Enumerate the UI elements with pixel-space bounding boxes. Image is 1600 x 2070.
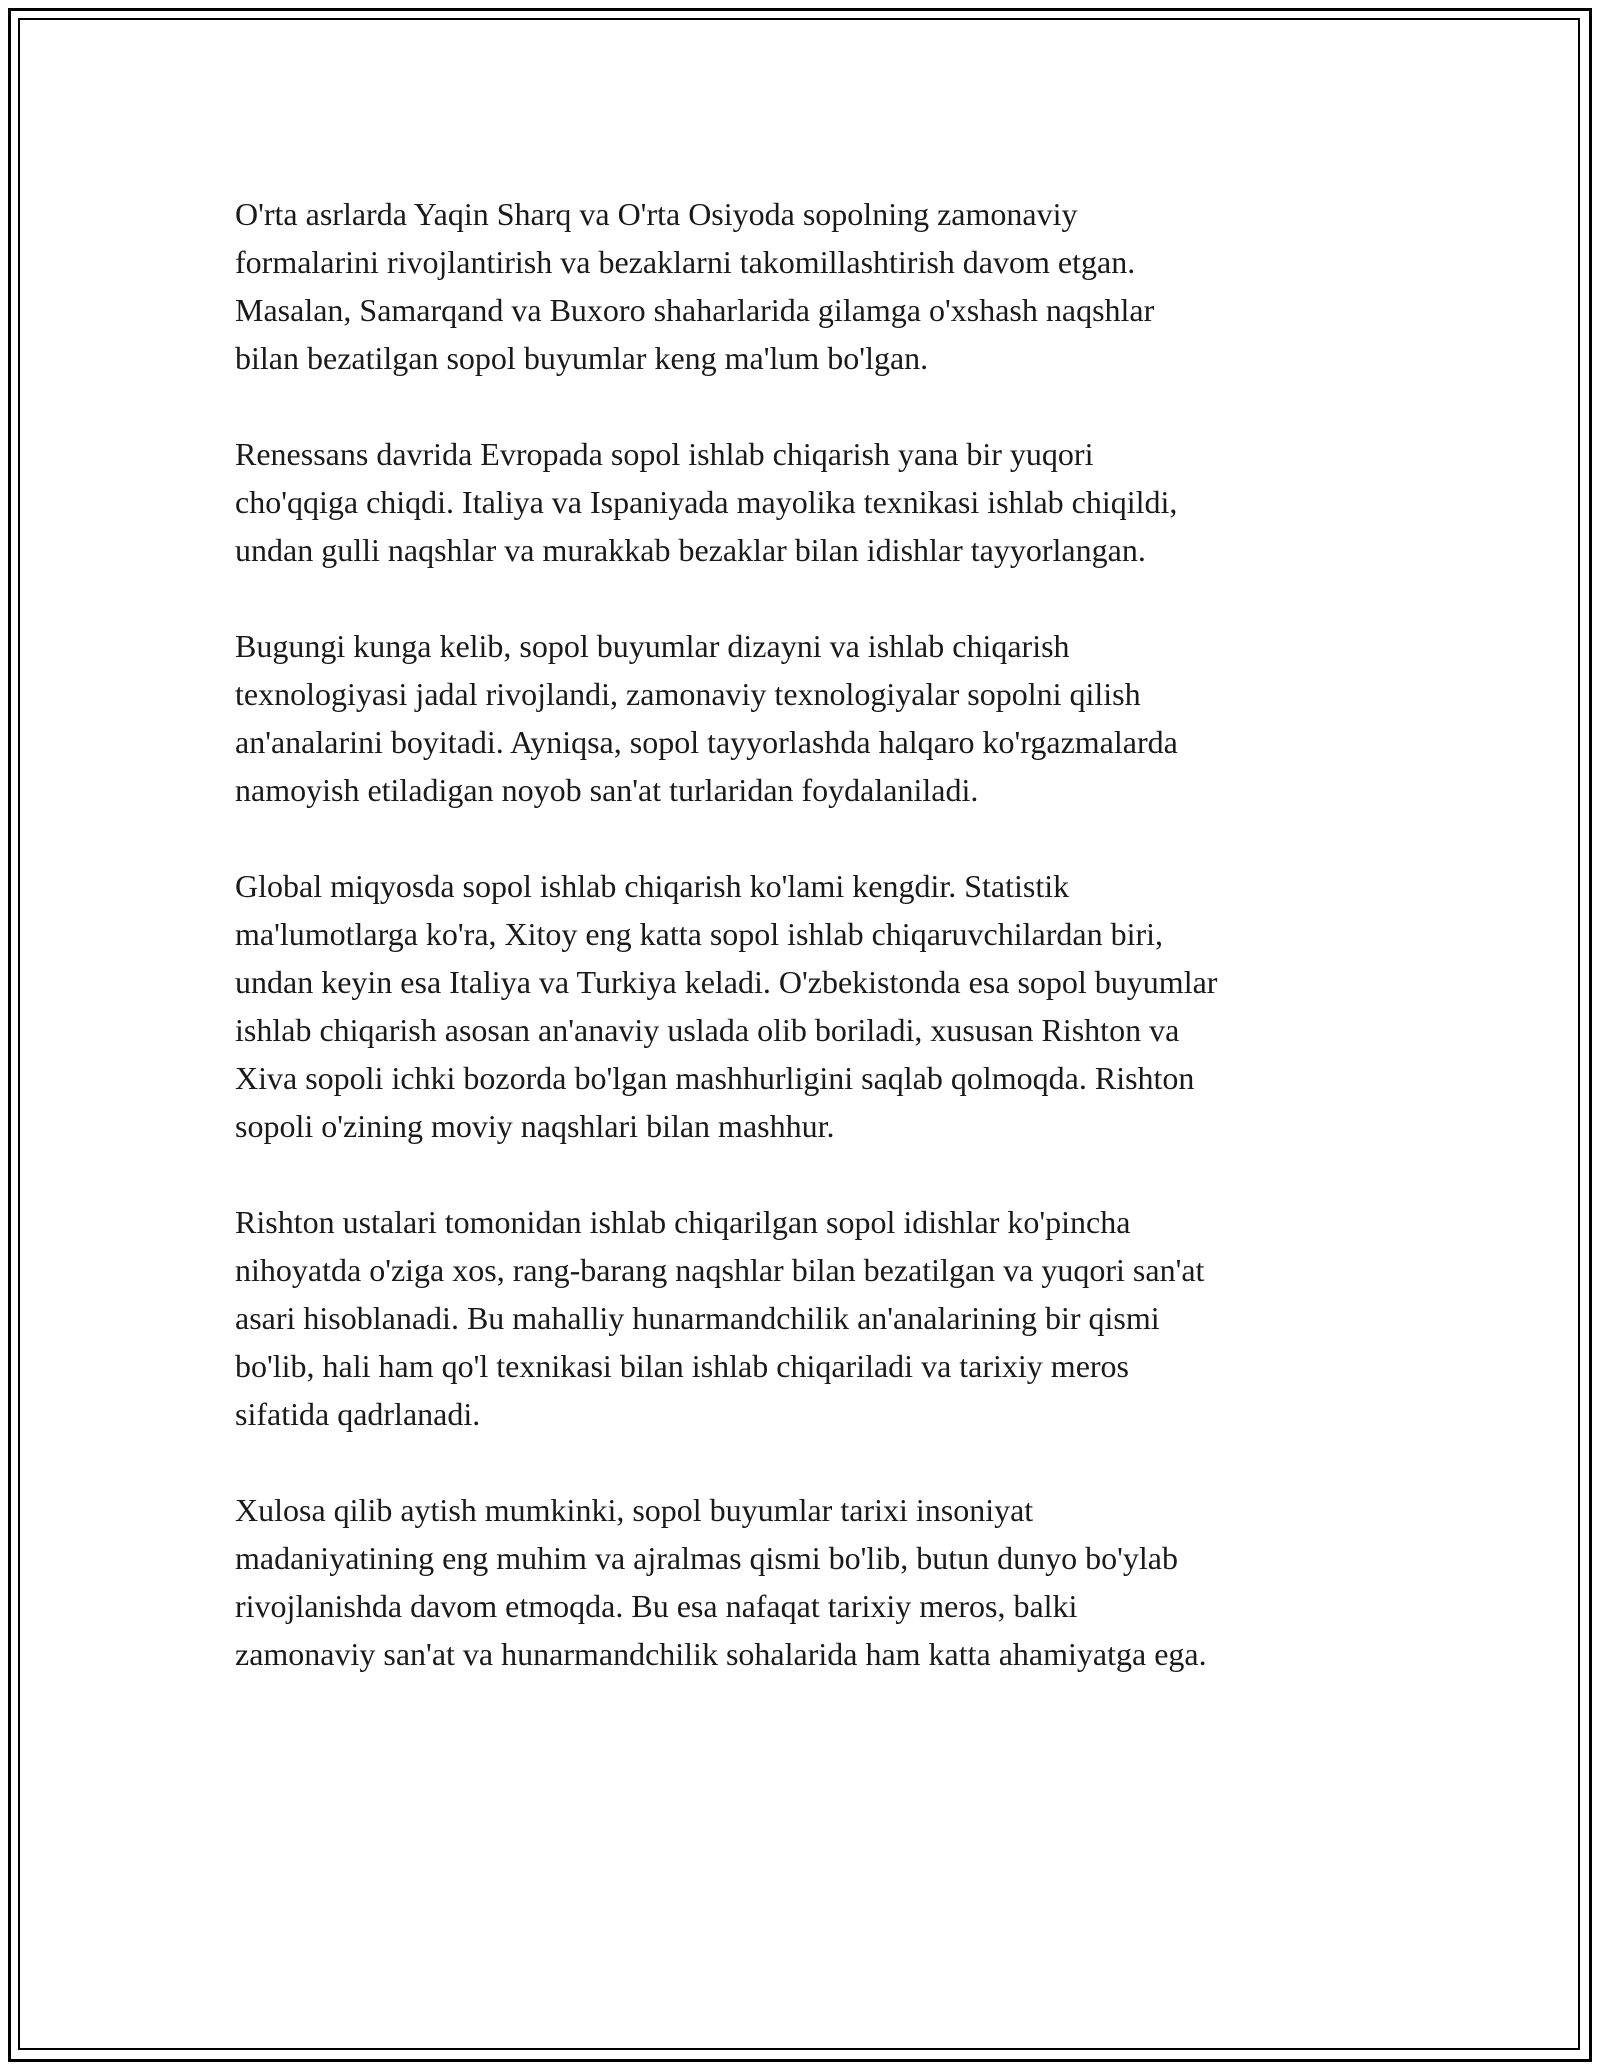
paragraph-4 bbox=[235, 862, 1385, 1150]
text-line: zamonaviy san'at va hunarmandchilik sohalarida ham katta ahamiyatga ega. bbox=[235, 1636, 1207, 1672]
text-line: ma'lumotlarga ko'ra, Xitoy eng katta sopol ishlab chiqaruvchilardan biri, bbox=[235, 916, 1164, 952]
text-line: Xiva sopoli ichki bozorda bo'lgan mashhurligini saqlab qolmoqda. Rishton bbox=[235, 1060, 1195, 1096]
text-line: bo'lib, hali ham qo'l texnikasi bilan ishlab chiqariladi va tarixiy meros bbox=[235, 1348, 1129, 1384]
text-line: undan keyin esa Italiya va Turkiya keladi. O'zbekistonda esa sopol buyumlar bbox=[235, 964, 1218, 1000]
paragraph-6 bbox=[235, 1486, 1385, 1678]
text-line: nihoyatda o'ziga xos, rang-barang naqshlar bilan bezatilgan va yuqori san'at bbox=[235, 1252, 1205, 1288]
text-line: Global miqyosda sopol ishlab chiqarish ko'lami kengdir. Statistik bbox=[235, 868, 1070, 904]
text-line: bilan bezatilgan sopol buyumlar keng ma'lum bo'lgan. bbox=[235, 340, 929, 376]
text-line: undan gulli naqshlar va murakkab bezaklar bilan idishlar tayyorlangan. bbox=[235, 532, 1146, 568]
text-line: namoyish etiladigan noyob san'at turlaridan foydalaniladi. bbox=[235, 772, 979, 808]
text-line: Xulosa qilib aytish mumkinki, sopol buyumlar tarixi insoniyat bbox=[235, 1492, 1034, 1528]
document-body bbox=[235, 190, 1385, 1726]
text-line: sifatida qadrlanadi. bbox=[235, 1396, 481, 1432]
text-line: Rishton ustalari tomonidan ishlab chiqarilgan sopol idishlar ko'pincha bbox=[235, 1204, 1131, 1240]
paragraph-3 bbox=[235, 622, 1385, 814]
paragraph-1 bbox=[235, 190, 1385, 382]
text-line: an'analarini boyitadi. Ayniqsa, sopol tayyorlashda halqaro ko'rgazmalarda bbox=[235, 724, 1178, 760]
text-line: texnologiyasi jadal rivojlandi, zamonaviy texnologiyalar sopolni qilish bbox=[235, 676, 1141, 712]
text-line: sopoli o'zining moviy naqshlari bilan mashhur. bbox=[235, 1108, 835, 1144]
text-line: ishlab chiqarish asosan an'anaviy uslada olib boriladi, xususan Rishton va bbox=[235, 1012, 1180, 1048]
text-line: Bugungi kunga kelib, sopol buyumlar dizayni va ishlab chiqarish bbox=[235, 628, 1070, 664]
text-line: formalarini rivojlantirish va bezaklarni takomillashtirish davom etgan. bbox=[235, 244, 1136, 280]
text-line: Masalan, Samarqand va Buxoro shaharlarida gilamga o'xshash naqshlar bbox=[235, 292, 1155, 328]
paragraph-5 bbox=[235, 1198, 1385, 1438]
text-line: Renessans davrida Evropada sopol ishlab chiqarish yana bir yuqori bbox=[235, 436, 1094, 472]
text-line: O'rta asrlarda Yaqin Sharq va O'rta Osiyoda sopolning zamonaviy bbox=[235, 196, 1078, 232]
text-line: rivojlanishda davom etmoqda. Bu esa nafaqat tarixiy meros, balki bbox=[235, 1588, 1078, 1624]
paragraph-2 bbox=[235, 430, 1385, 574]
text-line: madaniyatining eng muhim va ajralmas qismi bo'lib, butun dunyo bo'ylab bbox=[235, 1540, 1178, 1576]
text-line: asari hisoblanadi. Bu mahalliy hunarmandchilik an'analarining bir qismi bbox=[235, 1300, 1160, 1336]
text-line: cho'qqiga chiqdi. Italiya va Ispaniyada mayolika texnikasi ishlab chiqildi, bbox=[235, 484, 1178, 520]
